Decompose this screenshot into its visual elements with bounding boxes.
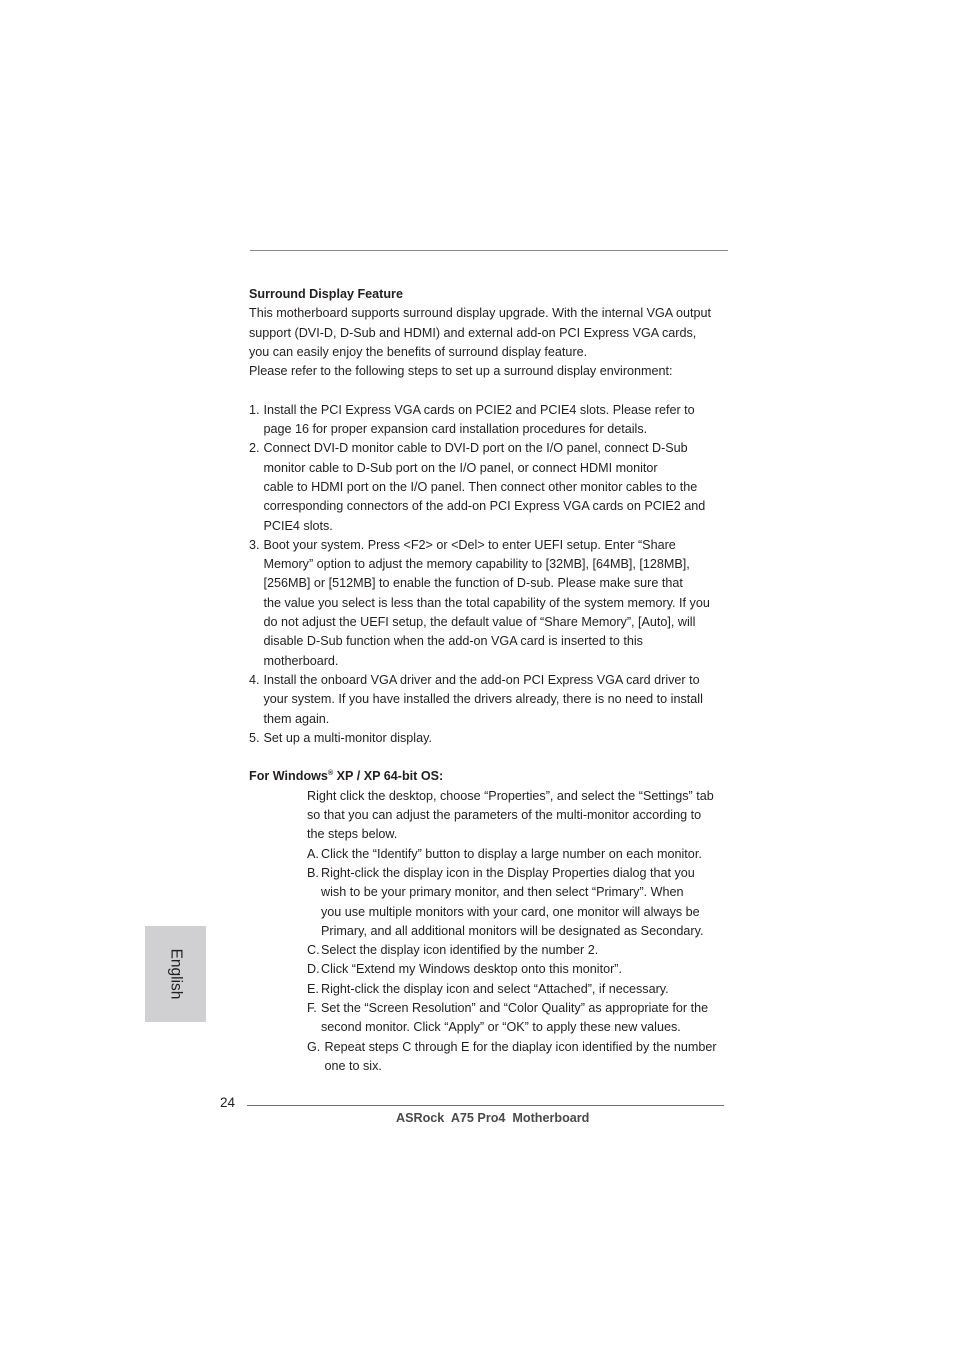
step-line: the value you select is less than the total capability of the system memory. If you [263, 595, 710, 610]
windows-step-line: Right-click the display icon in the Display Properties dialog that you [321, 865, 695, 880]
windows-step-item [307, 960, 727, 979]
windows-step-item [307, 941, 727, 960]
intro-line: you can easily enjoy the benefits of surround display feature. [249, 344, 588, 359]
spacer [249, 381, 729, 400]
windows-step-line: second monitor. Click “Apply” or “OK” to apply these new values. [321, 1020, 681, 1035]
step-line: page 16 for proper expansion card installation procedures for details. [263, 422, 648, 437]
step-number: 2. [249, 441, 260, 456]
windows-step-item [307, 980, 727, 999]
page-number: 24 [220, 1095, 236, 1110]
main-content [249, 285, 729, 1076]
step-line: do not adjust the UEFI setup, the default value of “Share Memory”, [Auto], will [263, 615, 696, 630]
registered-mark: ® [327, 770, 334, 778]
step-line: them again. [263, 711, 330, 726]
step-line: Connect DVI-D monitor cable to DVI-D port on the I/O panel, connect D-Sub [263, 441, 688, 456]
windows-step-letter: A. [307, 846, 319, 861]
windows-step-letter: B. [307, 865, 319, 880]
windows-step-line: one to six. [324, 1058, 382, 1073]
step-number: 5. [249, 730, 260, 745]
os-heading-prefix: For Windows [249, 769, 328, 784]
step-item [249, 671, 729, 729]
step-line: Boot your system. Press <F2> or <Del> to enter UEFI setup. Enter “Share [263, 537, 676, 552]
step-line: Install the PCI Express VGA cards on PCIE2 and PCIE4 slots. Please refer to [263, 402, 695, 417]
windows-intro-line: Right click the desktop, choose “Properties”, and select the “Settings” tab [307, 788, 714, 803]
windows-instructions [307, 787, 727, 1076]
windows-step-line: Select the display icon identified by the number 2. [321, 943, 599, 958]
step-line: your system. If you have installed the drivers already, there is no need to install [263, 692, 703, 707]
step-line: monitor cable to D-Sub port on the I/O panel, or connect HDMI monitor [263, 460, 658, 475]
step-number: 4. [249, 672, 260, 687]
header-rule [250, 250, 728, 251]
intro-line: Please refer to the following steps to set up a surround display environment: [249, 364, 673, 379]
step-number: 1. [249, 402, 260, 417]
step-item [249, 536, 729, 671]
windows-step-line: Set the “Screen Resolution” and “Color Quality” as appropriate for the [321, 1000, 709, 1015]
step-number: 3. [249, 537, 260, 552]
language-tab [145, 926, 206, 1022]
step-line: motherboard. [263, 653, 339, 668]
windows-step-letter: G. [307, 1039, 321, 1054]
windows-step-letter: C. [307, 943, 320, 958]
windows-step-item [307, 999, 727, 1038]
step-line: Memory” option to adjust the memory capability to [32MB], [64MB], [128MB], [263, 557, 690, 572]
step-item [249, 401, 729, 440]
windows-step-line: wish to be your primary monitor, and then select “Primary”. When [321, 885, 684, 900]
intro-line: This motherboard supports surround display upgrade. With the internal VGA output [249, 306, 712, 321]
intro-line: support (DVI-D, D-Sub and HDMI) and external add-on PCI Express VGA cards, [249, 325, 697, 340]
windows-step-line: Click the “Identify” button to display a large number on each monitor. [321, 846, 702, 861]
windows-step-item [307, 864, 727, 941]
windows-intro-line: the steps below. [307, 827, 398, 842]
step-item [249, 729, 729, 748]
step-line: Set up a multi-monitor display. [263, 730, 432, 745]
windows-step-line: Primary, and all additional monitors will be designated as Secondary. [321, 923, 704, 938]
windows-step-letter: F. [307, 1000, 317, 1015]
windows-step-line: Click “Extend my Windows desktop onto this monitor”. [321, 962, 622, 977]
step-line: [256MB] or [512MB] to enable the function of D-sub. Please make sure that [263, 576, 683, 591]
os-heading-suffix: XP / XP 64-bit OS: [333, 769, 444, 784]
windows-intro-line: so that you can adjust the parameters of the multi-monitor according to [307, 808, 702, 823]
step-line: corresponding connectors of the add-on PCI Express VGA cards on PCIE2 and [263, 499, 706, 514]
windows-step-line: Repeat steps C through E for the diaplay icon identified by the number [324, 1039, 717, 1054]
spacer [249, 748, 729, 767]
step-line: cable to HDMI port on the I/O panel. Then connect other monitor cables to the [263, 479, 698, 494]
footer-title: ASRock A75 Pro4 Motherboard [396, 1111, 590, 1125]
step-item [249, 439, 729, 535]
windows-step-item [307, 845, 727, 864]
step-line: PCIE4 slots. [263, 518, 333, 533]
language-tab-label: English [167, 948, 185, 1000]
windows-step-letter: E. [307, 981, 319, 996]
windows-step-line: you use multiple monitors with your card, one monitor will always be [321, 904, 700, 919]
step-line: disable D-Sub function when the add-on VGA card is inserted to this [263, 634, 643, 649]
footer-rule [247, 1105, 724, 1106]
section-title: Surround Display Feature [249, 287, 403, 301]
windows-step-letter: D. [307, 962, 320, 977]
windows-step-item [307, 1038, 727, 1077]
os-heading [249, 767, 729, 786]
step-line: Install the onboard VGA driver and the add-on PCI Express VGA card driver to [263, 672, 700, 687]
windows-step-line: Right-click the display icon and select “Attached”, if necessary. [321, 981, 669, 996]
